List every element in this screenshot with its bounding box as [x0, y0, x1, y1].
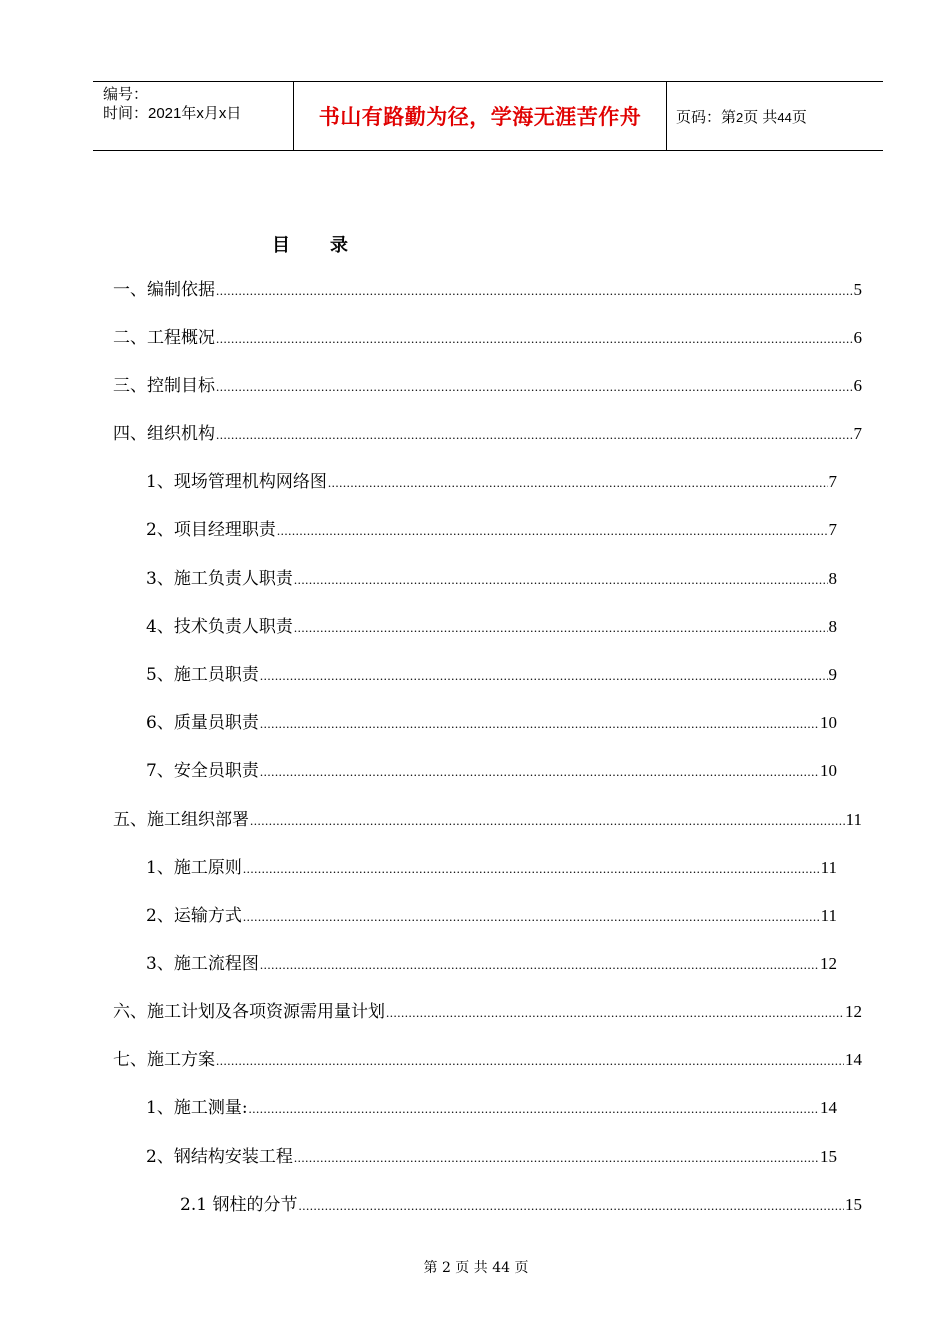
- toc-entry-label: 二、工程概况: [113, 328, 215, 348]
- toc-entry[interactable]: [146, 663, 837, 687]
- page-current: 2: [736, 109, 744, 125]
- toc-leader-dots: [298, 1194, 844, 1218]
- toc-leader-dots: [294, 568, 828, 592]
- toc-leader-dots: [216, 1049, 844, 1073]
- toc-entry-label: 2、运输方式: [146, 906, 242, 926]
- toc-entry-label: 3、施工负责人职责: [146, 569, 293, 589]
- toc-leader-dots: [294, 616, 828, 640]
- header-motto-cell: [294, 82, 667, 150]
- toc-entry[interactable]: [113, 374, 862, 398]
- toc-entry[interactable]: [146, 952, 837, 976]
- toc-entry[interactable]: [146, 904, 837, 928]
- toc-title: [272, 231, 350, 257]
- toc-entry[interactable]: [180, 1193, 862, 1217]
- toc-leader-dots: [277, 519, 828, 543]
- toc-entry-page: 7: [853, 424, 862, 443]
- toc-entry-page: 8: [828, 569, 837, 588]
- toc-entry[interactable]: [113, 278, 862, 302]
- toc-entry-page: 7: [828, 472, 837, 491]
- toc-entry-label: 2、钢结构安装工程: [146, 1147, 293, 1167]
- toc-entry-label: 六、施工计划及各项资源需用量计划: [113, 1002, 385, 1022]
- document-number-label: 编号：: [103, 86, 149, 103]
- toc-entry[interactable]: [113, 1000, 862, 1024]
- toc-entry[interactable]: [113, 326, 862, 350]
- toc-entry-label: 4、技术负责人职责: [146, 617, 293, 637]
- toc-entry-label: 3、施工流程图: [146, 954, 259, 974]
- toc-entry-page: 12: [845, 1002, 862, 1021]
- toc-entry[interactable]: [146, 759, 837, 783]
- header-motto: 书山有路勤为径，学海无涯苦作舟: [318, 104, 642, 129]
- toc-entry-label: 五、施工组织部署: [113, 810, 249, 830]
- toc-leader-dots: [243, 905, 820, 929]
- toc-leader-dots: [216, 327, 853, 351]
- toc-entry-page: 14: [820, 1098, 837, 1117]
- toc-leader-dots: [216, 423, 853, 447]
- toc-entry[interactable]: [146, 1145, 837, 1169]
- page-header: [93, 81, 883, 151]
- toc-entry[interactable]: [146, 470, 837, 494]
- toc-entry-page: 15: [845, 1195, 862, 1214]
- toc-entry[interactable]: [146, 711, 837, 735]
- toc-leader-dots: [243, 857, 820, 881]
- toc-entry[interactable]: [113, 1048, 862, 1072]
- toc-entry-label: 七、施工方案: [113, 1050, 215, 1070]
- page-suffix: 页: [791, 108, 807, 126]
- toc-leader-dots: [328, 471, 828, 495]
- toc-leader-dots: [386, 1001, 844, 1025]
- toc-entry-label: 2.1 钢柱的分节: [180, 1195, 298, 1215]
- document-time-label: 时间：2021年x月x日: [103, 105, 242, 122]
- toc-entry-page: 6: [853, 328, 862, 347]
- toc-entry-label: 一、编制依据: [113, 280, 215, 300]
- toc-entry-page: 6: [853, 376, 862, 395]
- toc-entry-page: 11: [820, 858, 837, 877]
- toc-entry-page: 14: [845, 1050, 862, 1069]
- toc-entry-page: 11: [820, 906, 837, 925]
- toc-entry[interactable]: [146, 615, 837, 639]
- toc-entry[interactable]: [113, 808, 862, 832]
- toc-leader-dots: [294, 1146, 819, 1170]
- toc-entry-page: 9: [828, 665, 837, 684]
- toc-entry[interactable]: [146, 567, 837, 591]
- toc-entry-page: 5: [853, 280, 862, 299]
- page-footer: 第 2 页 共 44 页: [423, 1260, 529, 1276]
- toc-entry[interactable]: [146, 518, 837, 542]
- toc-entry-label: 1、施工测量:: [146, 1098, 248, 1118]
- page-total: 44: [777, 109, 792, 125]
- toc-leader-dots: [260, 712, 819, 736]
- toc-entry-label: 7、安全员职责: [146, 761, 259, 781]
- toc-leader-dots: [216, 279, 853, 303]
- toc-entry[interactable]: [146, 856, 837, 880]
- toc-title-part-2: 录: [330, 235, 350, 256]
- header-meta-cell: [93, 82, 294, 150]
- toc-entry-label: 1、现场管理机构网络图: [146, 472, 327, 492]
- toc-entry-page: 12: [820, 954, 837, 973]
- toc-leader-dots: [250, 809, 845, 833]
- toc-entry-label: 6、质量员职责: [146, 713, 259, 733]
- toc-leader-dots: [260, 760, 819, 784]
- toc-entry-label: 四、组织机构: [113, 424, 215, 444]
- toc-entry-label: 5、施工员职责: [146, 665, 259, 685]
- toc-entry-label: 2、项目经理职责: [146, 520, 276, 540]
- toc-title-part-1: 目: [272, 235, 292, 256]
- toc-leader-dots: [260, 953, 819, 977]
- toc-entry-page: 10: [820, 761, 837, 780]
- toc-leader-dots: [216, 375, 853, 399]
- toc-entry-page: 11: [845, 810, 862, 829]
- toc-entry[interactable]: [113, 422, 862, 446]
- toc-entry-label: 1、施工原则: [146, 858, 242, 878]
- page-prefix: 页码：第: [676, 108, 737, 126]
- toc-entry-page: 7: [828, 520, 837, 539]
- header-page-cell: [667, 82, 883, 150]
- page-mid: 页 共: [743, 108, 778, 126]
- toc-leader-dots: [249, 1097, 819, 1121]
- header-page-indicator: [676, 106, 883, 127]
- toc-entry[interactable]: [146, 1096, 837, 1120]
- toc-entry-page: 8: [828, 617, 837, 636]
- toc-entry-page: 10: [820, 713, 837, 732]
- toc-entry-label: 三、控制目标: [113, 376, 215, 396]
- toc-entry-page: 15: [820, 1147, 837, 1166]
- toc-leader-dots: [260, 664, 828, 688]
